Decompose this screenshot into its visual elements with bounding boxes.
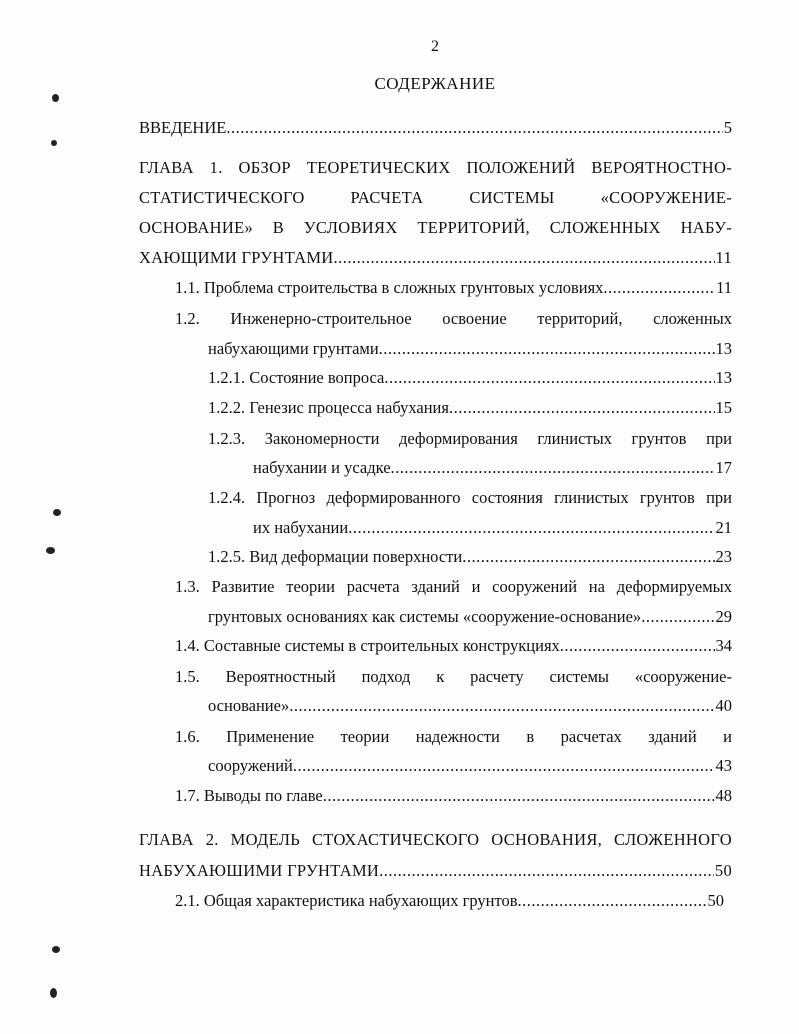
toc-entry-text: 1.1. Проблема строительства в сложных грунтовых условиях (175, 278, 604, 297)
scan-mark (51, 140, 57, 146)
toc-entry-1-3-line-1: 1.3. Развитие теории расчета зданий и сооружений на деформируемых (175, 577, 732, 596)
toc-entry-page: 43 (715, 756, 732, 775)
dot-leader (384, 368, 714, 388)
toc-entry-1-2-1[interactable] (208, 368, 732, 388)
toc-entry-1-5-line-2[interactable] (208, 696, 732, 716)
dot-leader (603, 278, 715, 298)
toc-chapter-1-line-1: ГЛАВА 1. ОБЗОР ТЕОРЕТИЧЕСКИХ ПОЛОЖЕНИЙ ВЕРОЯТНОСТНО- (139, 158, 732, 177)
toc-entry-page: 34 (715, 636, 732, 655)
toc-entry-text: НАБУХАЮШИМИ ГРУНТАМИ (139, 861, 380, 880)
toc-entry-text: ВВЕДЕНИЕ (139, 118, 227, 137)
dot-leader (379, 861, 714, 881)
dot-leader (518, 891, 707, 911)
scan-mark (46, 547, 55, 554)
dot-leader (379, 339, 715, 359)
toc-entry-text: грунтовых основаниях как системы «сооружение-основание» (208, 607, 642, 626)
toc-entry-text: 1.2.1. Состояние вопроса (208, 368, 385, 387)
toc-entry-page: 40 (715, 696, 732, 715)
toc-entry-1-2-5[interactable] (208, 547, 732, 567)
toc-entry-text: 2.1. Общая характеристика набухающих грунтов (175, 891, 518, 910)
toc-entry-page: 13 (715, 368, 732, 387)
toc-entry-page: 50 (714, 861, 732, 880)
toc-entry-page: 17 (715, 458, 732, 477)
dot-leader (449, 398, 715, 418)
toc-entry-1-7[interactable] (175, 786, 732, 806)
dot-leader (348, 518, 714, 538)
dot-leader (641, 607, 714, 627)
toc-entry-1-2-line-1: 1.2. Инженерно-строительное освоение территорий, сложенных (175, 309, 732, 328)
page-number: 2 (431, 38, 439, 55)
toc-entry-page: 50 (707, 891, 724, 910)
toc-entry-text: 1.2.5. Вид деформации поверхности (208, 547, 463, 566)
toc-chapter-2-line-2[interactable] (139, 861, 732, 881)
toc-entry-1-1[interactable] (175, 278, 732, 298)
toc-entry-1-3-line-2[interactable] (208, 607, 732, 627)
toc-entry-text: 1.2.2. Генезис процесса набухания (208, 398, 449, 417)
toc-entry-page: 11 (715, 248, 732, 267)
dot-leader (560, 636, 715, 656)
toc-chapter-1-line-2: СТАТИСТИЧЕСКОГО РАСЧЕТА СИСТЕМЫ «СООРУЖЕНИЕ- (139, 188, 732, 207)
scan-mark (52, 946, 60, 953)
toc-entry-page: 15 (715, 398, 732, 417)
toc-chapter-2-line-1: ГЛАВА 2. МОДЕЛЬ СТОХАСТИЧЕСКОГО ОСНОВАНИЯ, СЛОЖЕННОГО (139, 830, 732, 849)
toc-entry-page: 23 (715, 547, 732, 566)
toc-entry-text: набухающими грунтами (208, 339, 379, 358)
toc-entry-1-2-3-line-2[interactable] (253, 458, 732, 478)
dot-leader (391, 458, 715, 478)
toc-entry-page: 21 (715, 518, 732, 537)
toc-entry-page: 29 (715, 607, 732, 626)
toc-entry-text: 1.7. Выводы по главе (175, 786, 323, 805)
toc-entry-text: набухании и усадке (253, 458, 391, 477)
dot-leader (334, 248, 715, 268)
toc-entry-1-2-2[interactable] (208, 398, 732, 418)
scan-mark (50, 988, 57, 998)
toc-entry-page: 5 (723, 118, 732, 137)
dot-leader (323, 786, 715, 806)
toc-entry-text: основание» (208, 696, 290, 715)
toc-entry-text: их набухании (253, 518, 349, 537)
toc-entry-1-6-line-2[interactable] (208, 756, 732, 776)
dot-leader (462, 547, 714, 567)
toc-chapter-1-line-3: ОСНОВАНИЕ» В УСЛОВИЯХ ТЕРРИТОРИЙ, СЛОЖЕННЫХ НАБУ- (139, 218, 732, 237)
toc-entry-text: сооружений (208, 756, 293, 775)
toc-entry-1-5-line-1: 1.5. Вероятностный подход к расчету системы «сооружение- (175, 667, 732, 686)
toc-entry-2-1[interactable] (175, 891, 724, 911)
toc-entry-text: 1.4. Составные системы в строительных конструкциях (175, 636, 560, 655)
toc-entry-1-2-line-2[interactable] (208, 339, 732, 359)
dot-leader (289, 696, 714, 716)
toc-entry-1-2-3-line-1: 1.2.3. Закономерности деформирования глинистых грунтов при (208, 429, 732, 448)
dot-leader (293, 756, 715, 776)
toc-entry-1-2-4-line-2[interactable] (253, 518, 732, 538)
scan-mark (53, 509, 61, 516)
dot-leader (226, 118, 722, 138)
toc-chapter-1-line-4[interactable] (139, 248, 732, 268)
toc-entry-intro[interactable] (139, 118, 732, 138)
toc-entry-1-2-4-line-1: 1.2.4. Прогноз деформированного состояния глинистых грунтов при (208, 488, 732, 507)
page-title: СОДЕРЖАНИЕ (374, 74, 496, 93)
toc-entry-1-6-line-1: 1.6. Применение теории надежности в расчетах зданий и (175, 727, 732, 746)
scan-mark (52, 94, 59, 102)
toc-entry-1-4[interactable] (175, 636, 732, 656)
toc-entry-page: 13 (715, 339, 732, 358)
toc-entry-page: 48 (715, 786, 732, 805)
toc-entry-text: ХАЮЩИМИ ГРУНТАМИ (139, 248, 334, 267)
toc-entry-page: 11 (716, 278, 732, 297)
